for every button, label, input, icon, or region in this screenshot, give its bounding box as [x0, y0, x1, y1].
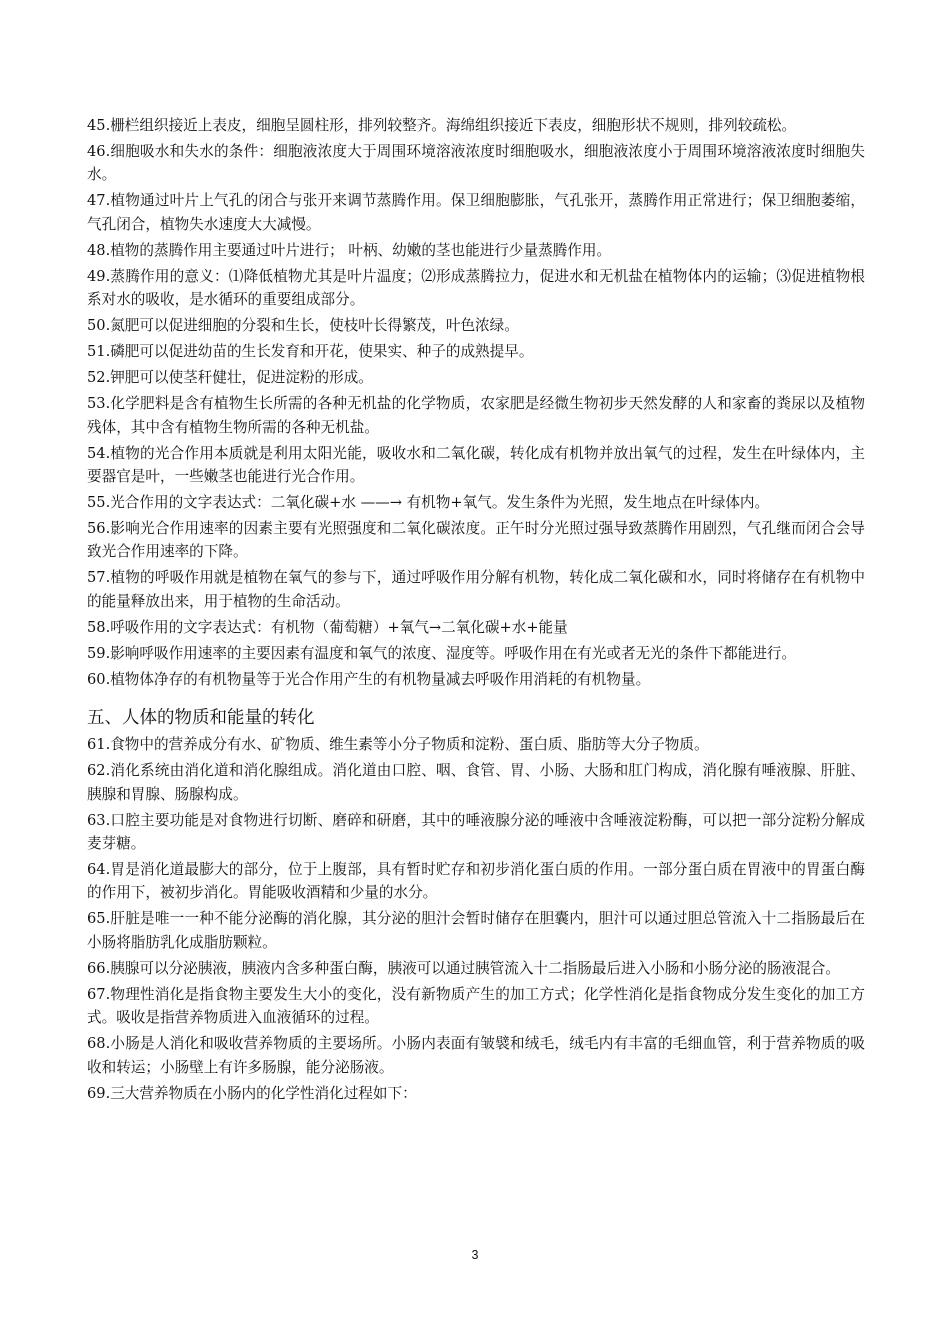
note-item: 62.消化系统由消化道和消化腺组成。消化道由口腔、咽、食管、胃、小肠、大肠和肛门构成，消化腺有唾液腺、肝脏、胰腺和胃腺、肠腺构成。 — [87, 762, 865, 803]
plant-notes-list — [87, 114, 865, 691]
note-item: 55.光合作用的文字表达式：二氧化碳+水 ——→ 有机物+氧气。发生条件为光照，发生地点在叶绿体内。 — [87, 494, 770, 512]
note-item: 54.植物的光合作用本质就是利用太阳光能，吸收水和二氧化碳，转化成有机物并放出氧气的过程，发生在叶绿体内，主要器官是叶，一些嫩茎也能进行光合作用。 — [87, 444, 865, 486]
page-number: 3 — [471, 1248, 479, 1262]
note-item: 47.植物通过叶片上气孔的闭合与张开来调节蒸腾作用。保卫细胞膨胀，气孔张开，蒸腾作用正常进行；保卫细胞萎缩，气孔闭合，植物失水速度大大减慢。 — [87, 192, 865, 233]
note-item: 68.小肠是人消化和吸收营养物质的主要场所。小肠内表面有皱襞和绒毛，绒毛内有丰富的毛细血管，利于营养物质的吸收和转运；小肠壁上有许多肠腺，能分泌肠液。 — [87, 1035, 865, 1076]
page-content — [87, 114, 865, 1108]
note-item: 53.化学肥料是含有植物生长所需的各种无机盐的化学物质，农家肥是经微生物初步天然发酵的人和家畜的粪尿以及植物残体，其中含有植物生物所需的各种无机盐。 — [87, 395, 865, 436]
note-item: 48.植物的蒸腾作用主要通过叶片进行； 叶柄、幼嫩的茎也能进行少量蒸腾作用。 — [87, 241, 612, 259]
note-item: 46.细胞吸水和失水的条件：细胞液浓度大于周围环境溶液浓度时细胞吸水，细胞液浓度小于周围环境溶液浓度时细胞失水。 — [87, 143, 865, 184]
note-item: 67.物理性消化是指食物主要发生大小的变化，没有新物质产生的加工方式；化学性消化是指食物成分发生变化的加工方式。吸收是指营养物质进入血液循环的过程。 — [87, 985, 865, 1027]
section-title: 五、人体的物质和能量的转化 — [87, 708, 315, 729]
note-item: 64.胃是消化道最膨大的部分，位于上腹部，具有暂时贮存和初步消化蛋白质的作用。一部分蛋白质在胃液中的胃蛋白酶的作用下，被初步消化。胃能吸收酒精和少量的水分。 — [87, 861, 865, 902]
note-item: 58.呼吸作用的文字表达式：有机物（葡萄糖）+氧气→二氧化碳+水+能量 — [87, 618, 568, 636]
note-item: 49.蒸腾作用的意义：⑴降低植物尤其是叶片温度；⑵形成蒸腾拉力，促进水和无机盐在植物体内的运输；⑶促进植物根系对水的吸收，是水循环的重要组成部分。 — [87, 267, 865, 309]
human-notes-list — [87, 733, 865, 1105]
note-item: 65.肝脏是唯一一种不能分泌酶的消化腺，其分泌的胆汁会暂时储存在胆囊内，胆汁可以通过胆总管流入十二指肠最后在小肠将脂肪乳化成脂肪颗粒。 — [87, 910, 865, 951]
note-item: 56.影响光合作用速率的因素主要有光照强度和二氧化碳浓度。正午时分光照过强导致蒸腾作用剧烈，气孔继而闭合会导致光合作用速率的下降。 — [87, 520, 865, 561]
note-item: 50.氮肥可以促进细胞的分裂和生长，使枝叶长得繁茂，叶色浓绿。 — [87, 317, 519, 335]
note-item: 57.植物的呼吸作用就是植物在氧气的参与下，通过呼吸作用分解有机物，转化成二氧化碳和水，同时将储存在有机物中的能量释放出来，用于植物的生命活动。 — [87, 569, 865, 610]
note-item: 45.栅栏组织接近上表皮，细胞呈圆柱形，排列较整齐。海绵组织接近下表皮，细胞形状不规则，排列较疏松。 — [87, 117, 797, 134]
note-item: 69.三大营养物质在小肠内的化学性消化过程如下： — [87, 1084, 417, 1102]
note-item: 63.口腔主要功能是对食物进行切断、磨碎和研磨，其中的唾液腺分泌的唾液中含唾液淀粉酶，可以把一部分淀粉分解成麦芽糖。 — [87, 811, 865, 853]
note-item: 52.钾肥可以使茎秆健壮，促进淀粉的形成。 — [87, 369, 373, 387]
note-item: 66.胰腺可以分泌胰液，胰液内含多种蛋白酶，胰液可以通过胰管流入十二指肠最后进入小肠和小肠分泌的肠液混合。 — [87, 959, 840, 977]
note-item: 51.磷肥可以促进幼苗的生长发育和开花，使果实、种子的成熟提早。 — [87, 343, 534, 361]
note-item: 60.植物体净存的有机物量等于光合作用产生的有机物量减去呼吸作用消耗的有机物量。 — [87, 670, 651, 688]
note-item: 59.影响呼吸作用速率的主要因素有温度和氧气的浓度、湿度等。呼吸作用在有光或者无光的条件下都能进行。 — [87, 644, 797, 662]
note-item: 61.食物中的营养成分有水、矿物质、维生素等小分子物质和淀粉、蛋白质、脂肪等大分子物质。 — [87, 736, 709, 754]
